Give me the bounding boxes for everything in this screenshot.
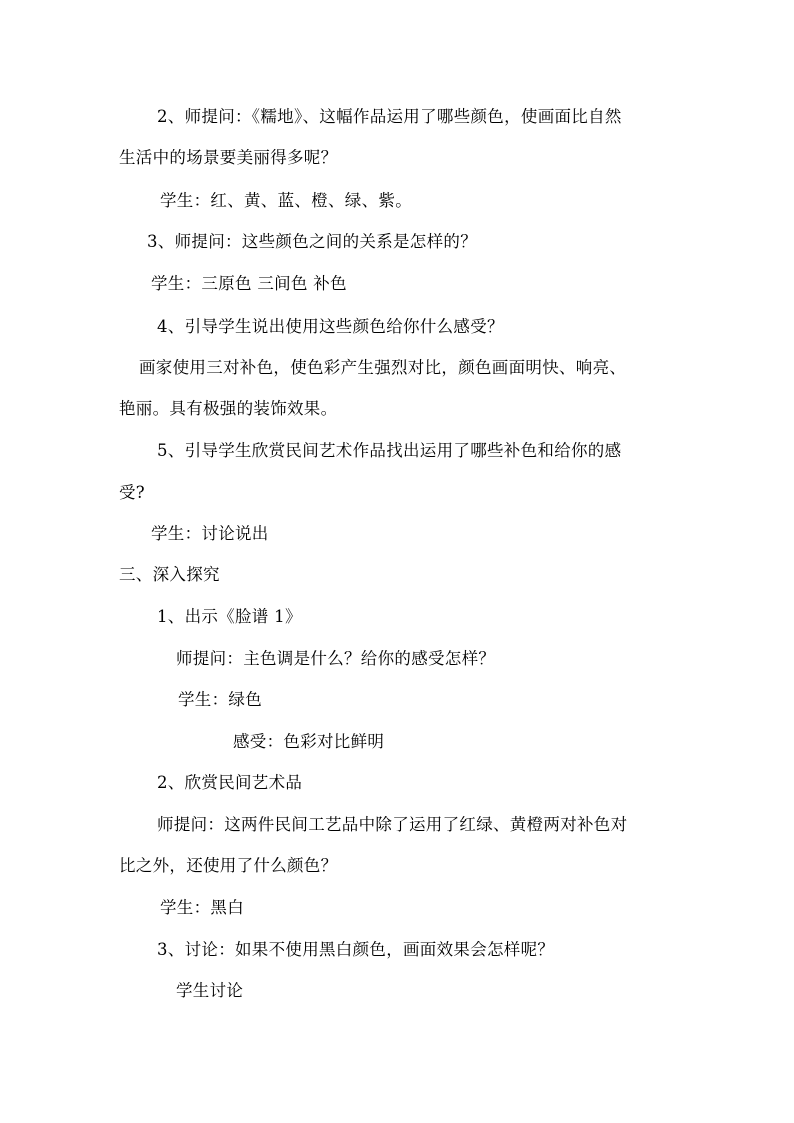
text-line: 学生：绿色	[178, 690, 262, 709]
text-line: 比之外，还使用了什么颜色？	[119, 856, 338, 875]
text-line: 学生：黑白	[160, 898, 244, 917]
text-line: 学生：讨论说出	[151, 524, 269, 543]
text-line: 学生：红、黄、蓝、橙、绿、紫。	[160, 191, 412, 210]
text-line: 2、欣赏民间艺术品	[157, 773, 303, 792]
text-line: 5、引导学生欣赏民间艺术作品找出运用了哪些补色和给你的感	[157, 441, 622, 460]
text-line: 4、引导学生说出使用这些颜色给你什么感受？	[157, 317, 504, 336]
text-line: 3、师提问：这些颜色之间的关系是怎样的？	[147, 232, 477, 251]
text-line: 学生：三原色 三间色 补色	[151, 274, 347, 293]
text-line: 3、讨论：如果不使用黑白颜色，画面效果会怎样呢？	[157, 940, 555, 959]
section-heading: 三、深入探究	[119, 565, 220, 584]
text-line: 受?	[119, 483, 145, 502]
text-line: 师提问：主色调是什么？给你的感受怎样？	[176, 649, 496, 668]
text-line: 画家使用三对补色，使色彩产生强烈对比，颜色画面明快、响亮、	[139, 358, 627, 377]
text-line: 学生讨论	[176, 981, 244, 1000]
text-line: 师提问：这两件民间工艺品中除了运用了红绿、黄橙两对补色对	[157, 815, 628, 834]
text-line: 1、出示《脸谱 1》	[157, 607, 302, 626]
text-line: 感受：色彩对比鲜明	[233, 732, 385, 751]
text-line: 2、师提问：《糯地》、这幅作品运用了哪些颜色，使画面比自然	[157, 107, 622, 126]
text-line: 艳丽。具有极强的装饰效果。	[119, 399, 338, 418]
text-line: 生活中的场景要美丽得多呢？	[119, 148, 338, 167]
